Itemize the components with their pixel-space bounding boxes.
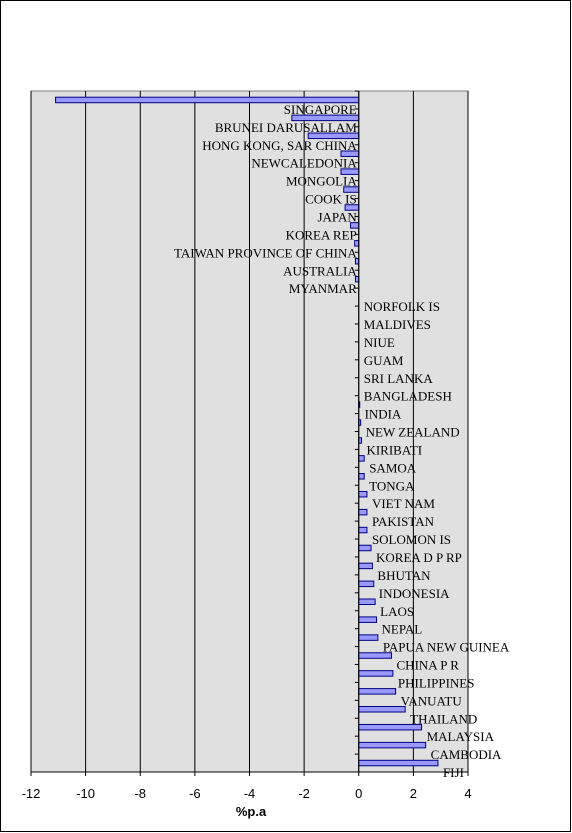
category-label: MYANMAR: [288, 281, 357, 297]
x-axis: [22, 772, 472, 801]
category-label: BANGLADESH: [363, 388, 452, 404]
x-tick-label: -4: [243, 786, 256, 801]
bar: [359, 456, 364, 462]
category-label: BHUTAN: [377, 567, 431, 583]
bar: [359, 760, 438, 766]
bar: [359, 689, 396, 695]
bar: [359, 635, 378, 641]
x-axis-title: %p.a: [235, 804, 267, 819]
bar: [359, 491, 367, 497]
x-tick-label: -12: [21, 786, 41, 801]
x-tick-label: 2: [409, 786, 417, 801]
category-label: COOK IS: [305, 191, 357, 207]
category-label: MONGOLIA: [285, 173, 357, 189]
bar: [359, 509, 367, 515]
category-label: SAMOA: [369, 460, 417, 476]
category-label: AUSTRALIA: [283, 263, 357, 279]
category-label: HONG KONG, SAR CHINA: [202, 137, 357, 153]
x-tick-label: 4: [464, 786, 472, 801]
category-label: INDIA: [364, 406, 402, 422]
x-tick-label: -6: [189, 786, 201, 801]
category-label: THAILAND: [410, 711, 478, 727]
category-label: KOREA D P RP: [376, 549, 462, 565]
category-label: LAOS: [380, 603, 415, 619]
category-label: VANUATU: [400, 693, 462, 709]
category-label: TONGA: [369, 478, 415, 494]
category-label: SINGAPORE: [283, 101, 357, 117]
category-label: MALAYSIA: [426, 729, 494, 745]
category-label: TAIWAN PROVINCE OF CHINA: [173, 245, 357, 261]
bar: [359, 671, 393, 677]
category-label: BRUNEI DARUSALLAM: [214, 119, 357, 135]
category-label: MALDIVES: [363, 317, 431, 333]
category-label: JAPAN: [317, 209, 357, 225]
bar: [359, 599, 375, 605]
bar: [359, 563, 373, 569]
category-label: GUAM: [363, 352, 404, 368]
category-label: SOLOMON IS: [371, 532, 452, 548]
x-tick-label: -8: [134, 786, 147, 801]
category-label: VIET NAM: [371, 496, 435, 512]
category-label: KOREA REP: [285, 227, 357, 243]
bar: [359, 527, 367, 533]
bar: [359, 581, 374, 587]
category-label: PAKISTAN: [371, 514, 435, 530]
bar: [359, 707, 405, 713]
category-label: SRI LANKA: [363, 370, 433, 386]
bar: [359, 617, 377, 623]
bar: [359, 742, 426, 748]
category-label: CHINA P R: [396, 657, 459, 673]
category-label: INDONESIA: [378, 585, 450, 601]
category-label: NEPAL: [381, 621, 423, 637]
category-label: NEW ZEALAND: [365, 424, 460, 440]
category-label: PHILIPPINES: [397, 675, 475, 691]
category-label: NEWCALEDONIA: [251, 155, 357, 171]
x-tick-label: -10: [76, 786, 96, 801]
category-label: PAPUA NEW GUINEA: [382, 639, 510, 655]
bar: [359, 474, 364, 480]
category-label: KIRIBATI: [366, 442, 423, 458]
bar: [359, 545, 371, 551]
category-label: NORFOLK IS: [363, 299, 440, 315]
category-label: NIUE: [363, 334, 395, 350]
category-label: FIJI: [442, 765, 464, 781]
x-tick-label: 0: [355, 786, 363, 801]
category-label: CAMBODIA: [430, 747, 502, 763]
x-tick-label: -2: [298, 786, 310, 801]
